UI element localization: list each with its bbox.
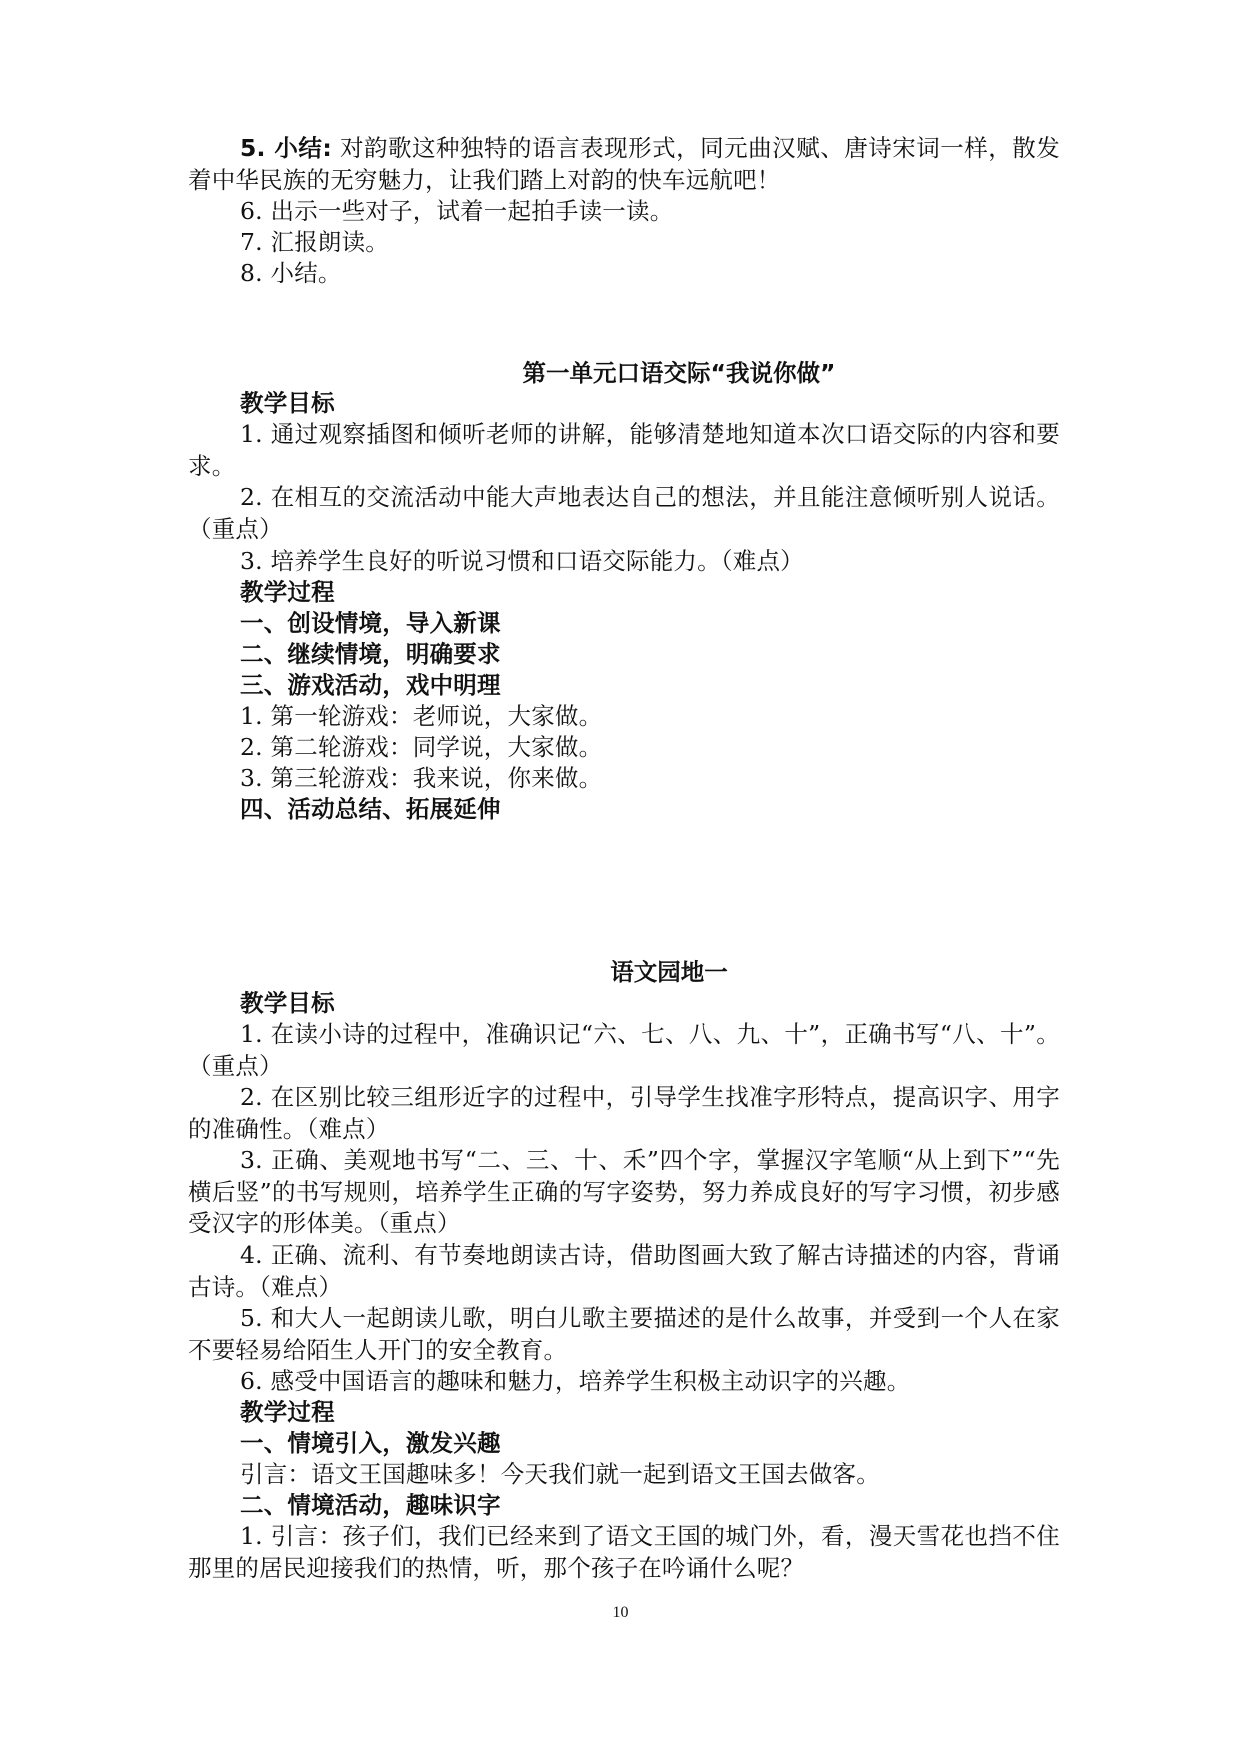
goal-item: 3. 培养学生良好的听说习惯和口语交际能力。（难点）: [240, 547, 804, 575]
summary-text: 对韵歌这种独特的语言表现形式，同元曲汉赋、唐诗宋词一样，散发着中华民族的无穷魅力，让我们踏上对韵的快车远航吧！: [188, 134, 1061, 194]
paragraph-summary-5: [188, 133, 1060, 196]
goal-item: 2. 在区别比较三组形近字的过程中，引导学生找准字形特点，提高识字、用字的准确性。（难点）: [188, 1083, 1060, 1143]
game-round: 2. 第二轮游戏：同学说，大家做。: [240, 733, 603, 761]
game-round: 1. 第一轮游戏：老师说，大家做。: [240, 702, 603, 730]
section-title-oral-communication: 第一单元口语交际“我说你做”: [522, 359, 836, 387]
teaching-goals-heading: 教学目标: [240, 989, 335, 1017]
goal-item: 1. 通过观察插图和倾听老师的讲解，能够清楚地知道本次口语交际的内容和要求。: [188, 420, 1060, 480]
summary-label: 5. 小结:: [240, 134, 332, 162]
teaching-goals-heading: 教学目标: [240, 389, 335, 417]
section-title-chinese-garden: 语文园地一: [610, 958, 728, 986]
paragraph-step-6: 6. 出示一些对子，试着一起拍手读一读。: [240, 197, 674, 225]
page-number: 10: [612, 1604, 629, 1621]
process-step: 四、活动总结、拓展延伸: [240, 795, 501, 823]
paragraph-step-8: 8. 小结。: [240, 259, 342, 287]
goal-item: 2. 在相互的交流活动中能大声地表达自己的想法，并且能注意倾听别人说话。（重点）: [188, 483, 1060, 543]
goal-item: 3. 正确、美观地书写“二、三、十、禾”四个字，掌握汉字笔顺“从上到下”“先横后竖”的书写规则，培养学生正确的写字姿势，努力养成良好的写字习惯，初步感受汉字的形体美。（重点）: [188, 1146, 1060, 1237]
process-step: 三、游戏活动，戏中明理: [240, 671, 501, 699]
goal-item: 5. 和大人一起朗读儿歌，明白儿歌主要描述的是什么故事，并受到一个人在家不要轻易给陌生人开门的安全教育。: [188, 1304, 1060, 1364]
game-round: 3. 第三轮游戏：我来说，你来做。: [240, 764, 603, 792]
teaching-process-heading: 教学过程: [240, 1398, 335, 1426]
teaching-process-heading: 教学过程: [240, 578, 335, 606]
goal-item: 6. 感受中国语言的趣味和魅力，培养学生积极主动识字的兴趣。: [240, 1367, 911, 1395]
process-step: 一、情境引入，激发兴趣: [240, 1429, 501, 1457]
goal-item: 4. 正确、流利、有节奏地朗读古诗，借助图画大致了解古诗描述的内容，背诵古诗。（难点）: [188, 1241, 1060, 1301]
goal-item: 1. 在读小诗的过程中，准确识记“六、七、八、九、十”，正确书写“八、十”。（重点）: [188, 1020, 1060, 1080]
process-step: 二、继续情境，明确要求: [240, 640, 501, 668]
process-step: 二、情境活动，趣味识字: [240, 1491, 501, 1519]
process-step: 一、创设情境，导入新课: [240, 609, 501, 637]
paragraph-step-7: 7. 汇报朗读。: [240, 228, 389, 256]
intro-paragraph: 引言：语文王国趣味多！今天我们就一起到语文王国去做客。: [240, 1460, 880, 1488]
activity-paragraph: 1. 引言：孩子们，我们已经来到了语文王国的城门外，看，漫天雪花也挡不住那里的居民迎接我们的热情，听，那个孩子在吟诵什么呢？: [188, 1522, 1060, 1582]
